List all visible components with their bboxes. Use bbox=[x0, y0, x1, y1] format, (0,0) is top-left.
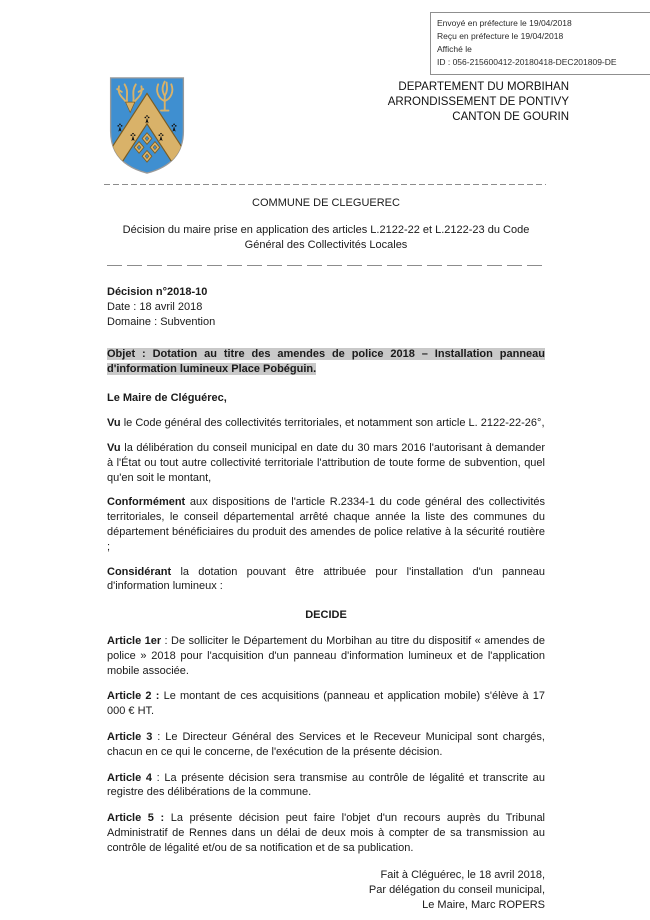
dashed-separator-top bbox=[104, 184, 546, 185]
coat-of-arms-icon bbox=[105, 73, 189, 177]
paragraph-lead: Considérant bbox=[107, 565, 172, 578]
document-subtitle: Décision du maire prise en application des articles L.2122-22 et L.2122-23 du Code Général des Collectivités Locales bbox=[122, 223, 530, 251]
article-5 bbox=[107, 811, 545, 855]
header-canton: CANTON DE GOURIN bbox=[452, 111, 569, 123]
header-arrondissement: ARRONDISSEMENT DE PONTIVY bbox=[387, 96, 569, 108]
article-2 bbox=[107, 689, 545, 719]
paragraph-text: le Code général des collectivités territoriales, et notamment son article L. 2122-22-26°, bbox=[120, 417, 545, 430]
salutation: Le Maire de Cléguérec, bbox=[107, 392, 227, 405]
decision-info bbox=[107, 285, 545, 329]
article-3 bbox=[107, 730, 545, 760]
article-lead: Article 5 : bbox=[107, 812, 165, 825]
article-lead: Article 1er bbox=[107, 634, 162, 647]
objet-highlighted-text: Objet : Dotation au titre des amendes de police 2018 – Installation panneau d'information lumineux Place Pobéguin. bbox=[107, 347, 545, 375]
article-4 bbox=[107, 771, 545, 801]
paragraph-text: aux dispositions de l'article R.2334-1 du code général des collectivités territoriales, le conseil départemental arrêté chaque année la liste des communes du département bénéficiaires du produit des amendes de police relative à la sécurité routière ; bbox=[107, 496, 545, 553]
paragraph-lead: Conformément bbox=[107, 496, 186, 509]
article-text: : La présente décision sera transmise au contrôle de légalité et transcrite au registre des délibérations de la commune. bbox=[107, 771, 545, 799]
decide-heading: DECIDE bbox=[305, 609, 347, 622]
article-text: : De solliciter le Département du Morbihan au titre du dispositif « amendes de police » 2018 pour l'acquisition d'un panneau d'information lumineux et de l'application mobile associée. bbox=[107, 634, 545, 677]
dashed-separator-middle bbox=[107, 265, 545, 266]
paragraph-lead: Vu bbox=[107, 417, 121, 430]
article-1 bbox=[107, 634, 545, 678]
article-text: : Le Directeur Général des Services et le Receveur Municipal sont chargés, chacun en ce qui le concerne, de l'exécution de la présente décision. bbox=[107, 730, 545, 758]
document-body bbox=[107, 196, 545, 913]
article-text: La présente décision peut faire l'objet d'un recours auprès du Tribunal Administratif de Rennes dans un délai de deux mois à compter de sa transmission au contrôle de légalité et/ou de sa notification et de sa publication. bbox=[107, 812, 545, 854]
stamp-line-posted: Affiché le bbox=[437, 44, 472, 54]
stamp-line-id: ID : 056-215600412-20180418-DEC201809-DE bbox=[437, 57, 617, 67]
paragraph-vu-2 bbox=[107, 441, 545, 485]
decision-date: Date : 18 avril 2018 bbox=[107, 301, 203, 314]
article-lead: Article 3 bbox=[107, 730, 153, 743]
stamp-line-received: Reçu en préfecture le 19/04/2018 bbox=[437, 31, 564, 41]
article-lead: Article 4 bbox=[107, 771, 152, 784]
signature-mayor: Le Maire, Marc ROPERS bbox=[422, 898, 545, 911]
signature-place-date: Fait à Cléguérec, le 18 avril 2018, bbox=[380, 868, 545, 881]
stamp-line-sent: Envoyé en préfecture le 19/04/2018 bbox=[437, 18, 572, 28]
paragraph-text: la délibération du conseil municipal en date du 30 mars 2016 l'autorisant à demander à l'État ou tout autre collectivité territoriale l'attribution de toute forme de subvention, quel qu'en soit le montant, bbox=[107, 441, 545, 484]
paragraph-text: la dotation pouvant être attribuée pour l'installation d'un panneau d'information lumineux : bbox=[107, 565, 545, 593]
paragraph-lead: Vu bbox=[107, 441, 121, 454]
paragraph-conformement bbox=[107, 495, 545, 554]
paragraph-vu-1 bbox=[107, 416, 545, 431]
paragraph-considerant bbox=[107, 565, 545, 595]
header-department: DEPARTEMENT DU MORBIHAN bbox=[398, 81, 569, 93]
decision-number: Décision n°2018-10 bbox=[107, 286, 208, 299]
prefecture-stamp-box bbox=[430, 12, 650, 75]
decision-domain: Domaine : Subvention bbox=[107, 315, 216, 328]
objet-paragraph bbox=[107, 347, 545, 377]
article-lead: Article 2 : bbox=[107, 690, 160, 703]
commune-title: COMMUNE DE CLEGUEREC bbox=[252, 197, 400, 209]
signature-delegation: Par délégation du conseil municipal, bbox=[368, 883, 545, 896]
signature-block bbox=[107, 868, 545, 913]
administrative-header bbox=[388, 80, 569, 125]
article-text: Le montant de ces acquisitions (panneau et application mobile) s'élève à 17 000 € HT. bbox=[107, 690, 545, 718]
